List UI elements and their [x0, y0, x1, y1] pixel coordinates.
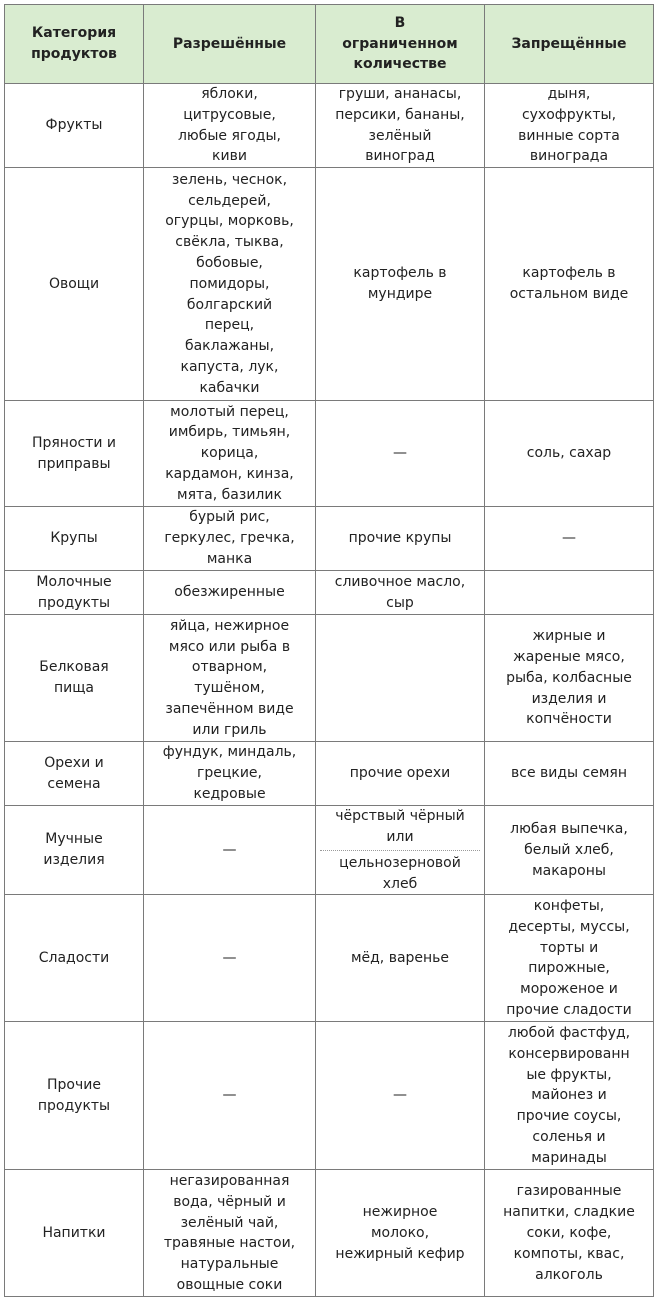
allowed-cell: — [144, 806, 316, 895]
table-row [5, 806, 654, 895]
allowed-cell: бурый рис, геркулес, гречка, манка [144, 507, 316, 571]
forbidden-cell: дыня, сухофрукты, винные сорта винограда [485, 84, 654, 168]
limited-cell [316, 615, 485, 742]
limited-cell: — [316, 401, 485, 507]
limited-cell-part-top: чёрствый чёрный или [320, 806, 480, 851]
limited-cell: сливочное масло, сыр [316, 571, 485, 615]
category-cell: Сладости [5, 895, 144, 1022]
category-cell: Овощи [5, 168, 144, 401]
table-row [5, 84, 654, 168]
category-cell: Пряности и приправы [5, 401, 144, 507]
table-row [5, 1022, 654, 1170]
diet-product-table [4, 4, 654, 1297]
table-row [5, 401, 654, 507]
table-row [5, 615, 654, 742]
limited-cell: прочие крупы [316, 507, 485, 571]
limited-cell: картофель в мундире [316, 168, 485, 401]
category-cell: Крупы [5, 507, 144, 571]
forbidden-cell: — [485, 507, 654, 571]
table-row [5, 507, 654, 571]
category-cell: Белковая пища [5, 615, 144, 742]
forbidden-cell: жирные и жареные мясо, рыба, колбасные изделия и копчёности [485, 615, 654, 742]
allowed-cell: яблоки, цитрусовые, любые ягоды, киви [144, 84, 316, 168]
limited-cell: — [316, 1022, 485, 1170]
header-forbidden: Запрещённые [485, 5, 654, 84]
category-cell: Прочие продукты [5, 1022, 144, 1170]
table-row [5, 742, 654, 806]
limited-cell: груши, ананасы, персики, бананы, зелёный виноград [316, 84, 485, 168]
forbidden-cell: соль, сахар [485, 401, 654, 507]
table-row [5, 895, 654, 1022]
allowed-cell: обезжиренные [144, 571, 316, 615]
allowed-cell: молотый перец, имбирь, тимьян, корица, кардамон, кинза, мята, базилик [144, 401, 316, 507]
table-row [5, 168, 654, 401]
allowed-cell: — [144, 895, 316, 1022]
limited-cell [316, 806, 485, 895]
limited-cell: мёд, варенье [316, 895, 485, 1022]
allowed-cell: негазированная вода, чёрный и зелёный чай, травяные настои, натуральные овощные соки [144, 1170, 316, 1297]
forbidden-cell: все виды семян [485, 742, 654, 806]
forbidden-cell: любой фастфуд, консервированн ые фрукты, майонез и прочие соусы, соленья и маринады [485, 1022, 654, 1170]
header-category: Категория продуктов [5, 5, 144, 84]
allowed-cell: яйца, нежирное мясо или рыба в отварном, тушёном, запечённом виде или гриль [144, 615, 316, 742]
forbidden-cell: любая выпечка, белый хлеб, макароны [485, 806, 654, 895]
forbidden-cell: газированные напитки, сладкие соки, кофе, компоты, квас, алкоголь [485, 1170, 654, 1297]
header-limited: В ограниченном количестве [316, 5, 485, 84]
forbidden-cell: картофель в остальном виде [485, 168, 654, 401]
forbidden-cell [485, 571, 654, 615]
allowed-cell: фундук, миндаль, грецкие, кедровые [144, 742, 316, 806]
forbidden-cell: конфеты, десерты, муссы, торты и пирожные, мороженое и прочие сладости [485, 895, 654, 1022]
limited-cell: прочие орехи [316, 742, 485, 806]
category-cell: Мучные изделия [5, 806, 144, 895]
table-row [5, 571, 654, 615]
limited-cell-part-bottom: цельнозерновой хлеб [339, 854, 461, 892]
category-cell: Напитки [5, 1170, 144, 1297]
table-header-row [5, 5, 654, 84]
allowed-cell: — [144, 1022, 316, 1170]
category-cell: Молочные продукты [5, 571, 144, 615]
table-row [5, 1170, 654, 1297]
category-cell: Фрукты [5, 84, 144, 168]
category-cell: Орехи и семена [5, 742, 144, 806]
allowed-cell: зелень, чеснок, сельдерей, огурцы, морковь, свёкла, тыква, бобовые, помидоры, болгарский перец, баклажаны, капуста, лук, кабачки [144, 168, 316, 401]
limited-cell: нежирное молоко, нежирный кефир [316, 1170, 485, 1297]
header-allowed: Разрешённые [144, 5, 316, 84]
